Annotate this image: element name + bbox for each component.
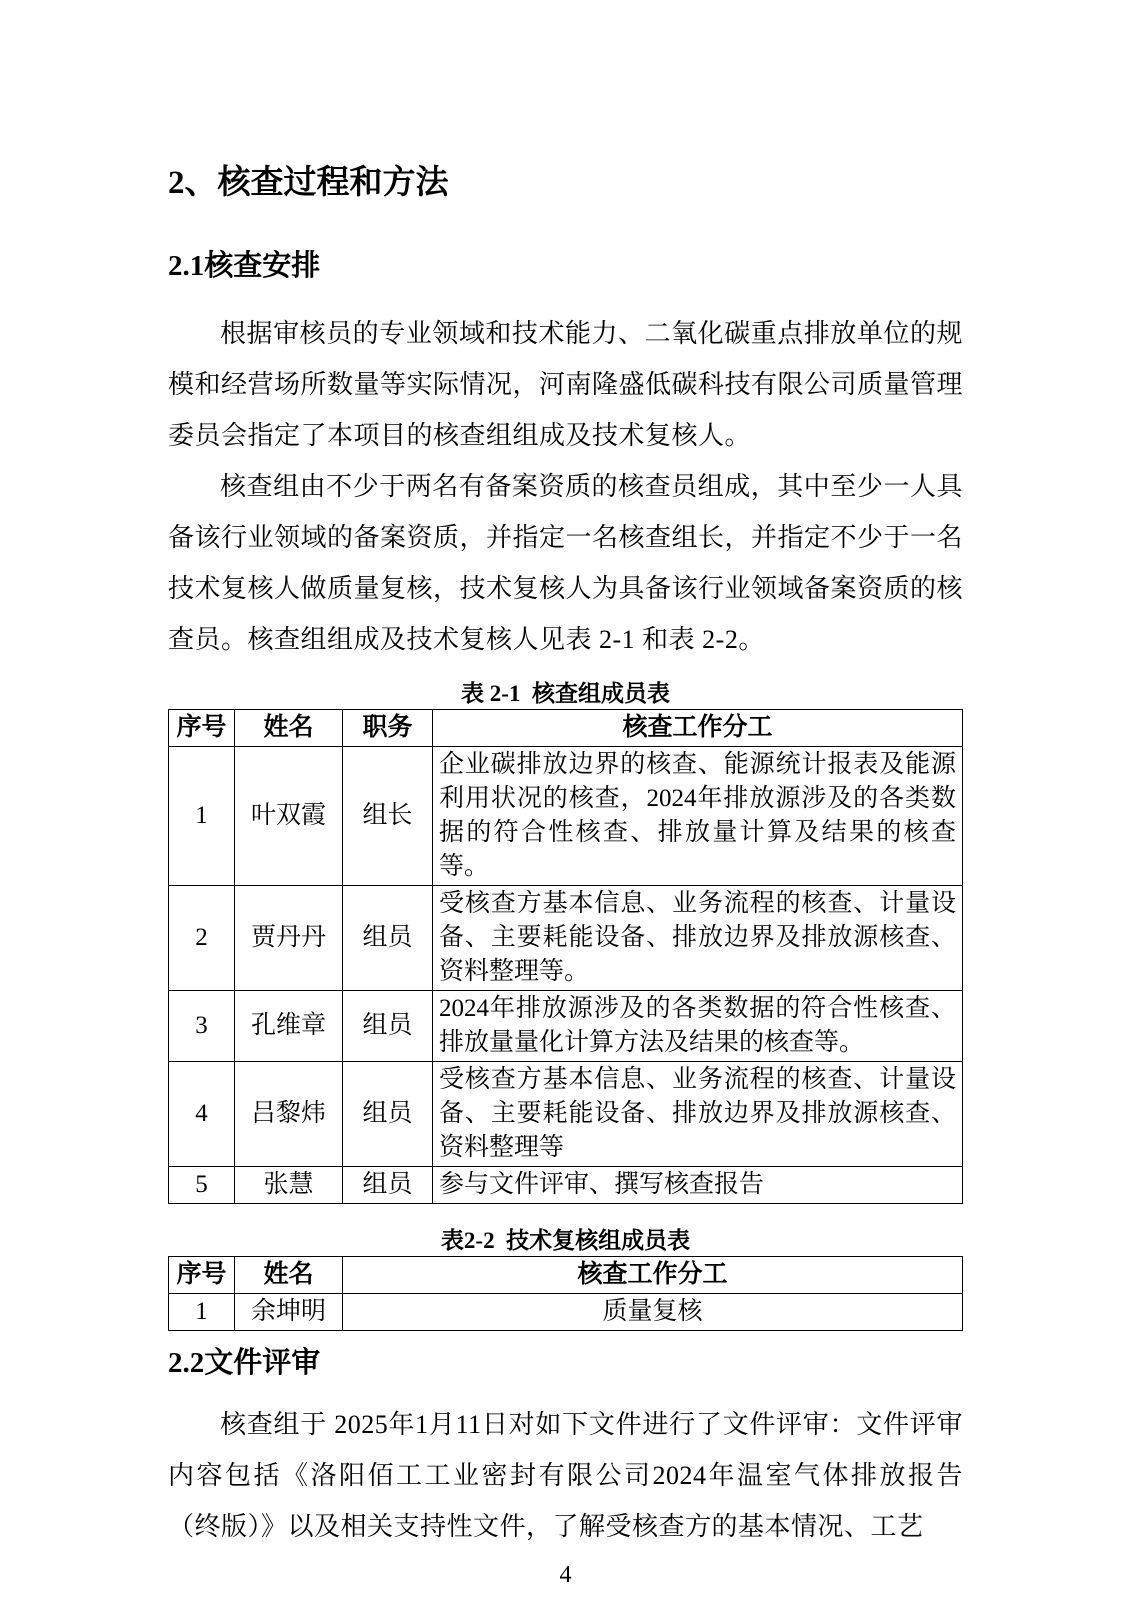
table-cell: 叶双霞 — [235, 746, 343, 885]
page-content — [0, 163, 1131, 1590]
table-header-row — [169, 1256, 963, 1293]
table-cell: 受核查方基本信息、业务流程的核查、计量设备、主要耗能设备、排放边界及排放源核查、资料整理等 — [433, 1061, 963, 1166]
arrangement-paragraph-2: 核查组由不少于两名有备案资质的核查员组成，其中至少一人具备该行业领域的备案资质，并指定一名核查组长，并指定不少于一名技术复核人做质量复核，技术复核人为具备该行业领域备案资质的核查员。核查组组成及技术复核人见表 2-1 和表 2-2。 — [168, 471, 964, 654]
table-cell: 吕黎炜 — [235, 1061, 343, 1166]
table-cell: 组员 — [343, 990, 433, 1061]
table-cell: 5 — [169, 1166, 235, 1203]
table2-caption: 表2-2 技术复核组成员表 — [440, 1227, 691, 1253]
table-cell: 贾丹丹 — [235, 885, 343, 990]
column-header: 序号 — [169, 1256, 235, 1293]
column-header: 职务 — [343, 709, 433, 746]
document-review-paragraph: 核查组于 2025年1月11日对如下文件进行了文件评审：文件评审内容包括《洛阳佰工工业密封有限公司2024年温室气体排放报告（终版）》以及相关支持性文件，了解受核查方的基本情况、工艺 — [168, 1409, 963, 1541]
column-header: 核查工作分工 — [433, 709, 963, 746]
table-cell: 企业碳排放边界的核查、能源统计报表及能源利用状况的核查，2024年排放源涉及的各类数据的符合性核查、排放量计算及结果的核查等。 — [433, 746, 963, 885]
table-cell: 2 — [169, 885, 235, 990]
table-cell: 孔维章 — [235, 990, 343, 1061]
column-header: 序号 — [169, 709, 235, 746]
table-cell: 质量复核 — [343, 1293, 963, 1330]
column-header: 核查工作分工 — [343, 1256, 963, 1293]
table-row — [169, 885, 963, 990]
table-cell: 组员 — [343, 885, 433, 990]
table-cell: 受核查方基本信息、业务流程的核查、计量设备、主要耗能设备、排放边界及排放源核查、资料整理等。 — [433, 885, 963, 990]
table1-caption: 表 2-1 核查组成员表 — [461, 680, 670, 706]
table-row — [169, 990, 963, 1061]
table-row — [169, 1061, 963, 1166]
table-cell: 3 — [169, 990, 235, 1061]
table-cell: 组员 — [343, 1061, 433, 1166]
page-number: 4 — [559, 1561, 572, 1588]
table-header-row — [169, 709, 963, 746]
table-cell: 组长 — [343, 746, 433, 885]
table-cell: 余坤明 — [235, 1293, 343, 1330]
table-cell: 1 — [169, 1293, 235, 1330]
chapter-heading: 2、核查过程和方法 — [168, 165, 449, 201]
table-cell: 组员 — [343, 1166, 433, 1203]
verification-team-table — [168, 709, 963, 1204]
table-cell: 1 — [169, 746, 235, 885]
section-title-arrangement: 2.1核查安排 — [168, 250, 321, 283]
table-cell: 张慧 — [235, 1166, 343, 1203]
column-header: 姓名 — [235, 709, 343, 746]
table-cell: 2024年排放源涉及的各类数据的符合性核查、排放量量化计算方法及结果的核查等。 — [433, 990, 963, 1061]
arrangement-paragraph-1: 根据审核员的专业领域和技术能力、二氧化碳重点排放单位的规模和经营场所数量等实际情况，河南隆盛低碳科技有限公司质量管理委员会指定了本项目的核查组组成及技术复核人。 — [168, 318, 964, 450]
table-cell: 参与文件评审、撰写核查报告 — [433, 1166, 963, 1203]
table-cell: 4 — [169, 1061, 235, 1166]
column-header: 姓名 — [235, 1256, 343, 1293]
technical-review-team-table — [168, 1256, 963, 1331]
section-title-document-review: 2.2文件评审 — [168, 1346, 321, 1379]
table-row — [169, 746, 963, 885]
table-row — [169, 1166, 963, 1203]
table-row — [169, 1293, 963, 1330]
